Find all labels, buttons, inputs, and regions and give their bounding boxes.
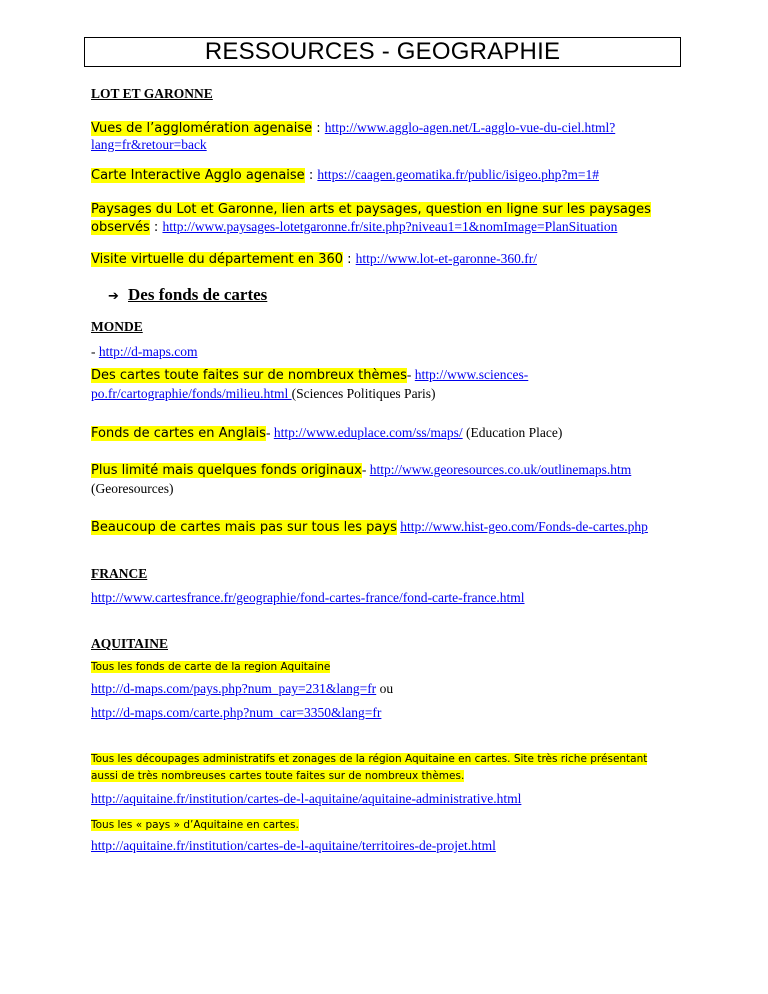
entry-label: Des cartes toute faites sur de nombreux thèmes [91, 368, 407, 383]
fonds-heading-row [108, 285, 267, 305]
entry-label: Beaucoup de cartes mais pas sur tous les pays [91, 520, 397, 535]
entry-d-maps: - http://d-maps.com [91, 344, 198, 359]
entry-label: Vues de l’agglomération agenaise [91, 121, 313, 136]
visite-360-link[interactable]: http://www.lot-et-garonne-360.fr/ [355, 251, 537, 266]
entry-paysages-cont: observés : http://www.paysages-lotetgaronne.fr/site.php?niveau1=1&nomImage=PlanSituation [91, 219, 618, 235]
d-maps-link[interactable]: http://d-maps.com [98, 344, 198, 359]
entry-paysages [91, 200, 651, 218]
source-label: (Education Place) [462, 425, 563, 440]
territoires-de-projet-link[interactable]: http://aquitaine.fr/institution/cartes-de-l-aquitaine/territoires-de-projet.html [91, 838, 496, 853]
d-maps-carte-link[interactable]: http://d-maps.com/carte.php?num_car=3350&lang=fr [91, 705, 382, 720]
entry-hist-geo [91, 518, 648, 536]
paysages-link[interactable]: http://www.paysages-lotetgaronne.fr/site.php?niveau1=1&nomImage=PlanSituation [162, 219, 618, 234]
entry-cartesfrance [91, 589, 525, 607]
entry-territoires-de-projet [91, 837, 496, 855]
section-heading-monde: MONDE [91, 319, 143, 334]
note-label: Tous les « pays » d’Aquitaine en cartes. [91, 819, 299, 831]
eduplace-link[interactable]: http://www.eduplace.com/ss/maps/ [273, 425, 463, 440]
entry-d-maps-pays: http://d-maps.com/pays.php?num_pay=231&lang=fr ou [91, 681, 394, 696]
entry-label: Visite virtuelle du département en 360 [91, 252, 344, 267]
entry-label-cont: observés [91, 220, 150, 235]
d-maps-pays-link[interactable]: http://d-maps.com/pays.php?num_pay=231&lang=fr [91, 681, 377, 696]
entry-sciences-po: Des cartes toute faites sur de nombreux thèmes- http://www.sciences- [91, 367, 529, 383]
agglo-vues-link-cont[interactable]: lang=fr&retour=back [91, 137, 207, 152]
aquitaine-note-decoupages [91, 749, 647, 767]
entry-label: Carte Interactive Agglo agenaise [91, 168, 305, 183]
source-label: (Sciences Politiques Paris) [291, 386, 436, 401]
entry-carte-interactive: Carte Interactive Agglo agenaise : https://caagen.geomatika.fr/public/isigeo.php?m=1# [91, 167, 600, 183]
agglo-vues-link[interactable]: http://www.agglo-agen.net/L-agglo-vue-du-ciel.html? [324, 120, 616, 135]
note-label: Tous les fonds de carte de la region Aquitaine [91, 661, 331, 673]
entry-sciences-po-cont [91, 385, 436, 403]
georesources-link[interactable]: http://www.georesources.co.uk/outlinemaps.htm [369, 462, 632, 477]
entry-visite-360: Visite virtuelle du département en 360 : http://www.lot-et-garonne-360.fr/ [91, 251, 537, 267]
aquitaine-note-fonds [91, 657, 330, 675]
sciences-po-link-cont[interactable]: po.fr/cartographie/fonds/milieu.html [91, 386, 292, 401]
source-label: (Georesources) [91, 481, 174, 496]
entry-label: Plus limité mais quelques fonds originaux [91, 463, 362, 478]
note-label: Tous les découpages administratifs et zonages de la région Aquitaine en cartes. Site très riche présentant [91, 753, 648, 765]
entry-aquitaine-administrative [91, 790, 521, 808]
entry-label: Fonds de cartes en Anglais [91, 426, 266, 441]
arrow-right-icon: ➔ [108, 289, 119, 304]
entry-eduplace: Fonds de cartes en Anglais- http://www.eduplace.com/ss/maps/ (Education Place) [91, 425, 563, 441]
sciences-po-link[interactable]: http://www.sciences- [414, 367, 529, 382]
entry-d-maps-carte [91, 704, 381, 722]
entry-georesources: Plus limité mais quelques fonds originaux- http://www.georesources.co.uk/outlinemaps.htm [91, 462, 632, 478]
title-box [84, 37, 681, 67]
fonds-heading: Des fonds de cartes [128, 285, 268, 304]
aquitaine-note-decoupages-cont [91, 766, 464, 784]
hist-geo-link[interactable]: http://www.hist-geo.com/Fonds-de-cartes.php [400, 519, 648, 534]
cartesfrance-link[interactable]: http://www.cartesfrance.fr/geographie/fond-cartes-france/fond-carte-france.html [91, 590, 525, 605]
carte-interactive-link[interactable]: https://caagen.geomatika.fr/public/isigeo.php?m=1# [317, 167, 600, 182]
entry-label: Paysages du Lot et Garonne, lien arts et paysages, question en ligne sur les paysages [91, 202, 651, 217]
entry-georesources-cont [91, 480, 173, 498]
section-heading-france: FRANCE [91, 566, 148, 581]
entry-agglo-vues-cont [91, 136, 207, 154]
page-title: RESSOURCES - GEOGRAPHIE [204, 38, 561, 65]
aquitaine-note-pays [91, 815, 299, 833]
section-heading-aquitaine: AQUITAINE [91, 636, 169, 651]
aquitaine-administrative-link[interactable]: http://aquitaine.fr/institution/cartes-de-l-aquitaine/aquitaine-administrative.html [91, 791, 522, 806]
entry-agglo-vues: Vues de l’agglomération agenaise : http://www.agglo-agen.net/L-agglo-vue-du-ciel.html? [91, 120, 616, 136]
section-heading-lot-et-garonne: LOT ET GARONNE [91, 86, 213, 101]
note-label-cont: aussi de très nombreuses cartes toute faites sur de nombreux thèmes. [91, 770, 465, 782]
